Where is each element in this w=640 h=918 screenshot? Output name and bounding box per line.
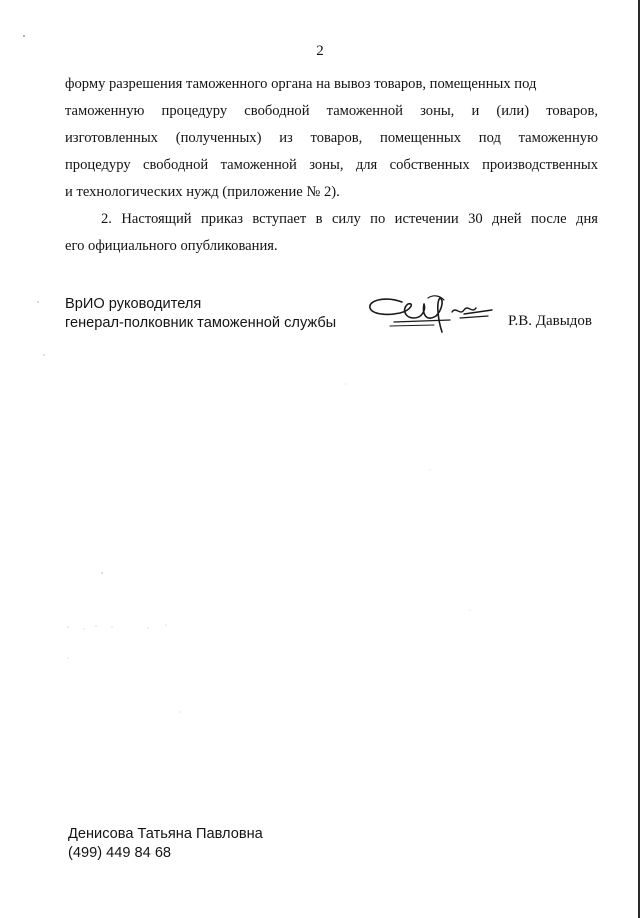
paragraph-1-line-1: форму разрешения таможенного органа на вывоз товаров, помещенных под xyxy=(65,76,537,92)
paragraph-1-line-5: и технологических нужд (приложение № 2). xyxy=(65,184,340,200)
paragraph-2-line-1: 2. Настоящий приказ вступает в силу по истечении 30 дней после дня xyxy=(101,211,598,227)
page-number: 2 xyxy=(316,43,324,59)
signatory-position-line-2: генерал-полковник таможенной службы xyxy=(65,315,337,331)
signatory-name: Р.В. Давыдов xyxy=(508,313,592,329)
contact-name: Денисова Татьяна Павловна xyxy=(68,826,263,842)
paragraph-2-line-2: его официального опубликования. xyxy=(65,238,278,254)
paragraph-1-line-4: процедуру свободной таможенной зоны, для собственных производственных xyxy=(65,157,598,173)
signatory-position-line-1: ВрИО руководителя xyxy=(65,296,202,312)
paragraph-1-line-3: изготовленных (полученных) из товаров, помещенных под таможенную xyxy=(65,130,598,146)
paragraph-1-line-2: таможенную процедуру свободной таможенной зоны, и (или) товаров, xyxy=(65,103,598,119)
contact-phone: (499) 449 84 68 xyxy=(68,845,172,861)
